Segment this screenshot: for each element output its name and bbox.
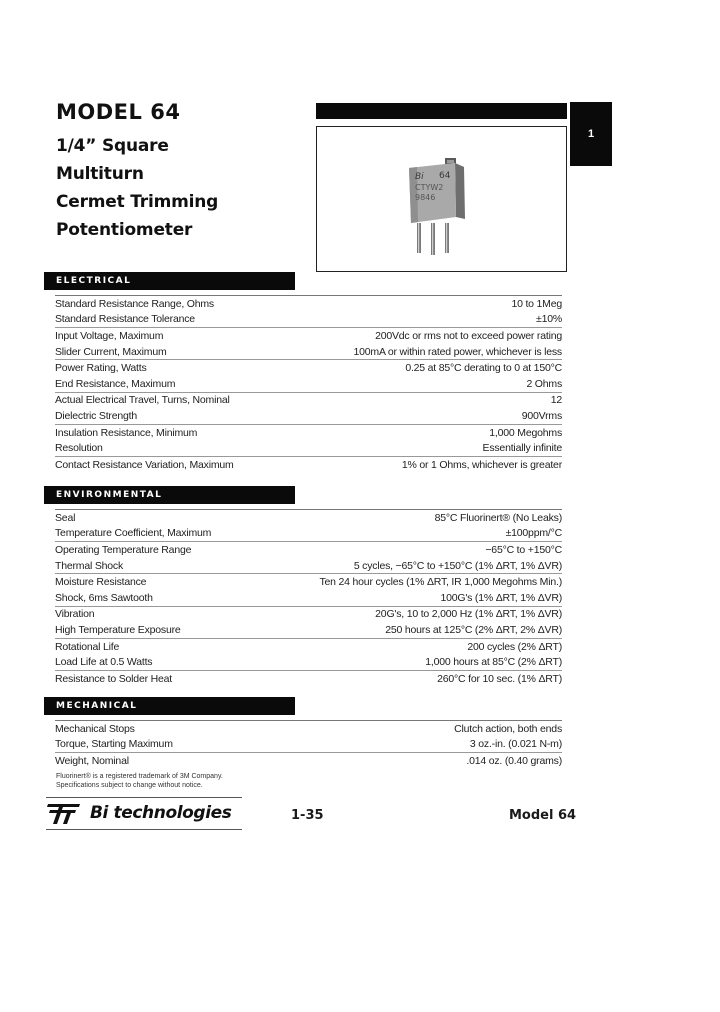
spec-value: 200Vdc or rms not to exceed power rating [375, 329, 562, 342]
spec-row [55, 296, 562, 312]
footer-model-label: Model 64 [509, 808, 577, 823]
spec-label: Mechanical Stops [55, 722, 135, 735]
spec-label: Operating Temperature Range [55, 543, 192, 556]
spec-label: Vibration [55, 608, 95, 621]
photo-marking-code: CTYW2 [415, 183, 444, 192]
spec-value: 200 cycles (2% ΔRT) [467, 640, 562, 653]
spec-row [55, 425, 562, 441]
electrical-header: ELECTRICAL [44, 272, 295, 290]
spec-label: Contact Resistance Variation, Maximum [55, 458, 234, 471]
spec-value: 20G's, 10 to 2,000 Hz (1% ΔRT, 1% ΔVR) [375, 608, 562, 621]
company-logo [46, 801, 231, 825]
spec-label: Resistance to Solder Heat [55, 672, 172, 685]
page-tab: 1 [570, 102, 612, 166]
spec-label: Seal [55, 511, 76, 524]
spec-value: 100mA or within rated power, whichever is less [353, 345, 562, 358]
footer-rule-bottom [46, 829, 242, 830]
spec-label: Standard Resistance Range, Ohms [55, 297, 214, 310]
photo-marking-model: 64 [439, 171, 451, 181]
mechanical-section [44, 697, 563, 769]
spec-row [55, 607, 562, 623]
spec-row [55, 526, 562, 543]
spec-label: Standard Resistance Tolerance [55, 313, 195, 326]
spec-row [55, 440, 562, 457]
spec-label: End Resistance, Maximum [55, 377, 176, 390]
spec-row [55, 328, 562, 344]
environmental-section [44, 486, 563, 687]
spec-row [55, 574, 562, 590]
mechanical-table [55, 720, 562, 769]
spec-value: Essentially infinite [482, 442, 562, 455]
spec-row [55, 558, 562, 575]
spec-row [55, 510, 562, 526]
spec-value: 1,000 hours at 85°C (2% ΔRT) [425, 656, 562, 669]
potentiometer-image [317, 127, 566, 271]
spec-label: Input Voltage, Maximum [55, 329, 164, 342]
spec-label: High Temperature Exposure [55, 623, 181, 636]
spec-row [55, 671, 562, 687]
spec-label: Moisture Resistance [55, 576, 147, 589]
footnote-trademark: Fluorinert® is a registered trademark of 3M Company. [56, 773, 223, 780]
spec-label: Load Life at 0.5 Watts [55, 656, 153, 669]
spec-row [55, 542, 562, 558]
spec-label: Torque, Starting Maximum [55, 738, 173, 751]
subtitle-line-2: Multiturn [56, 164, 144, 184]
spec-label: Rotational Life [55, 640, 120, 653]
spec-row [55, 737, 562, 754]
spec-row [55, 590, 562, 607]
electrical-section [44, 272, 563, 473]
spec-label: Power Rating, Watts [55, 362, 147, 375]
spec-row [55, 622, 562, 639]
spec-value: 10 to 1Meg [511, 297, 562, 310]
electrical-table [55, 295, 562, 473]
spec-value: 0.25 at 85°C derating to 0 at 150°C [405, 362, 562, 375]
spec-value: 1,000 Megohms [489, 426, 562, 439]
product-photo-frame [316, 126, 567, 272]
spec-value: Ten 24 hour cycles (1% ΔRT, IR 1,000 Megohms Min.) [319, 576, 562, 589]
page-number: 1-35 [291, 808, 324, 823]
mechanical-header: MECHANICAL [44, 697, 295, 715]
spec-row [55, 639, 562, 655]
spec-label: Temperature Coefficient, Maximum [55, 527, 212, 540]
spec-value: 3 oz.-in. (0.021 N-m) [469, 738, 562, 751]
title-block [56, 100, 218, 244]
spec-row [55, 376, 562, 393]
spec-label: Resolution [55, 442, 103, 455]
potentiometer-pins [417, 223, 449, 255]
spec-label: Thermal Shock [55, 559, 124, 572]
footnotes [56, 772, 223, 790]
spec-label: Slider Current, Maximum [55, 345, 167, 358]
spec-value: 260°C for 10 sec. (1% ΔRT) [437, 672, 562, 685]
spec-label: Dielectric Strength [55, 409, 137, 422]
photo-marking-brand: Bi [415, 172, 424, 182]
environmental-table [55, 509, 562, 687]
spec-label: Shock, 6ms Sawtooth [55, 591, 153, 604]
spec-value: 250 hours at 125°C (2% ΔRT, 2% ΔVR) [385, 623, 562, 636]
spec-row [55, 344, 562, 361]
spec-label: Weight, Nominal [55, 754, 129, 767]
spec-value: 2 Ohms [526, 377, 562, 390]
footnote-specifications: Specifications subject to change without notice. [56, 782, 203, 789]
subtitle-line-1: 1/4” Square [56, 136, 169, 156]
spec-label: Actual Electrical Travel, Turns, Nominal [55, 394, 230, 407]
spec-value: 900Vrms [521, 409, 562, 422]
photo-marking-date: 9846 [415, 193, 436, 202]
spec-row [55, 654, 562, 671]
environmental-header: ENVIRONMENTAL [44, 486, 295, 504]
spec-row [55, 360, 562, 376]
model-title: MODEL 64 [56, 100, 181, 124]
spec-value: 1% or 1 Ohms, whichever is greater [401, 458, 562, 471]
spec-row [55, 721, 562, 737]
subtitle-line-4: Potentiometer [56, 220, 193, 240]
footer-rule-top [46, 797, 242, 798]
spec-row [55, 753, 562, 769]
spec-value: 12 [550, 394, 562, 407]
spec-value: 100G's (1% ΔRT, 1% ΔVR) [440, 591, 562, 604]
spec-value: 85°C Fluorinert® (No Leaks) [434, 511, 562, 524]
spec-value: 5 cycles, −65°C to +150°C (1% ΔRT, 1% ΔVR) [353, 559, 562, 572]
spec-value: Clutch action, both ends [454, 722, 562, 735]
spec-row [55, 408, 562, 425]
spec-value: −65°C to +150°C [485, 543, 562, 556]
subtitle-line-3: Cermet Trimming [56, 192, 219, 212]
spec-value: ±100ppm/°C [505, 527, 562, 540]
spec-value: .014 oz. (0.40 grams) [466, 754, 562, 767]
header-bar [316, 103, 567, 119]
spec-value: ±10% [536, 313, 562, 326]
spec-label: Insulation Resistance, Minimum [55, 426, 198, 439]
spec-row [55, 393, 562, 409]
bi-logo-icon [46, 801, 82, 825]
spec-row [55, 312, 562, 329]
spec-row [55, 457, 562, 473]
logo-text: Bi technologies [90, 803, 232, 823]
